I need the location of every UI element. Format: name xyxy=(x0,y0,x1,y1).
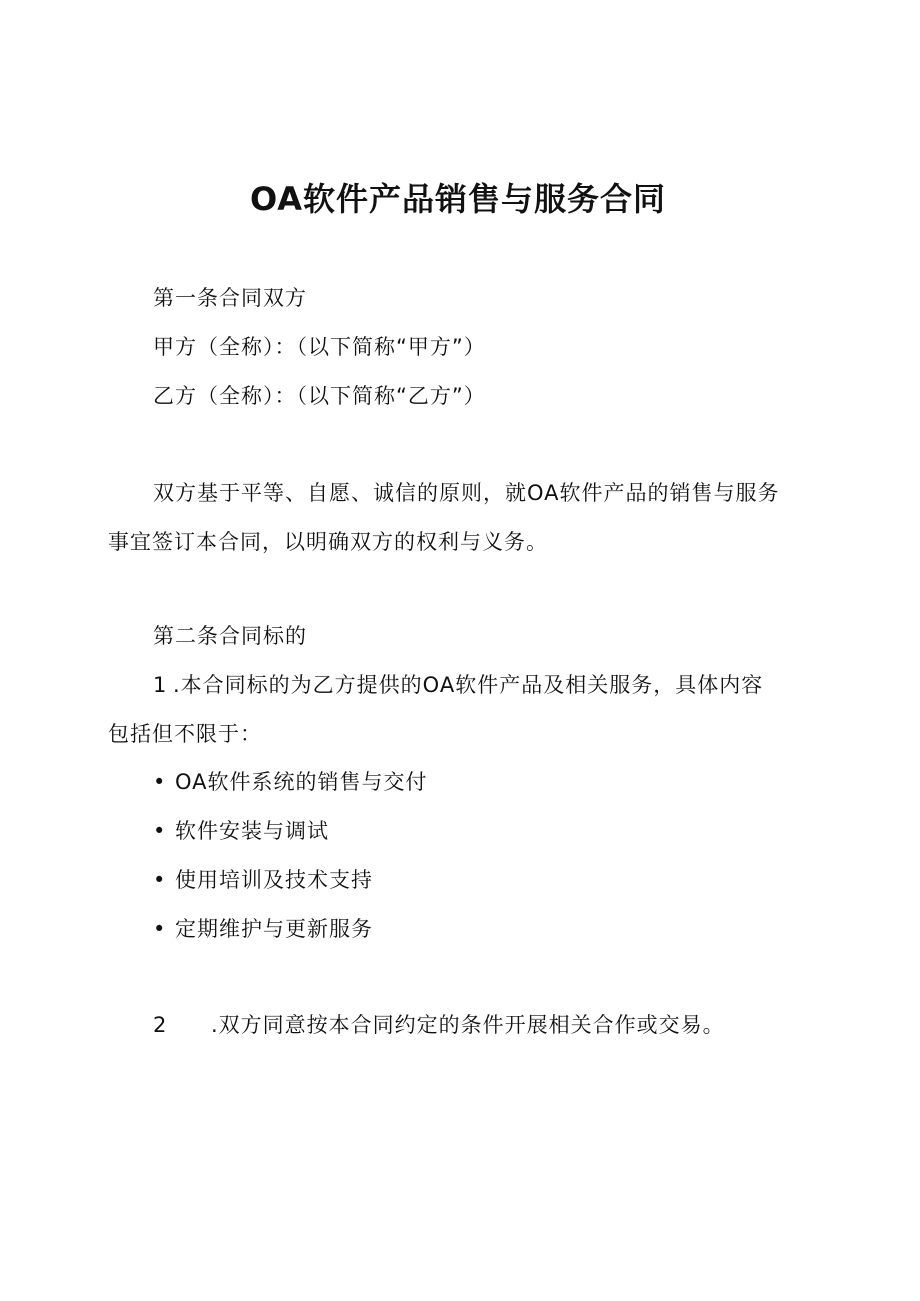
list-item xyxy=(153,865,373,895)
preamble-line-2: 事宜签订本合同，以明确双方的权利与义务。 xyxy=(108,530,548,554)
preamble-line-1: 双方基于平等、自愿、诚信的原则，就OA软件产品的销售与服务 xyxy=(153,481,780,505)
clause-1-number: 1 xyxy=(153,673,168,697)
list-item-text: 定期维护与更新服务 xyxy=(175,917,373,941)
article2-heading: 第二条合同标的 xyxy=(153,624,307,648)
list-item xyxy=(153,767,428,797)
clause-1-line-2: 包括但不限于： xyxy=(108,722,262,746)
party-a-line: 甲方（全称）：（以下简称“甲方”） xyxy=(153,335,486,359)
document-title: OA软件产品销售与服务合同 xyxy=(249,180,667,218)
bullet-icon: • xyxy=(153,868,167,892)
clause-2-line xyxy=(153,1010,725,1040)
list-item xyxy=(153,816,329,846)
clause-2-text: .双方同意按本合同约定的条件开展相关合作或交易。 xyxy=(211,1013,725,1037)
clause-1-line-1 xyxy=(153,670,763,700)
article1-heading: 第一条合同双方 xyxy=(153,286,307,310)
bullet-icon: • xyxy=(153,770,167,794)
clause-2-number: 2 xyxy=(153,1013,168,1037)
list-item xyxy=(153,914,373,944)
list-item-text: 软件安装与调试 xyxy=(175,819,329,843)
list-item-text: OA软件系统的销售与交付 xyxy=(175,770,428,794)
bullet-icon: • xyxy=(153,819,167,843)
party-b-line: 乙方（全称）：（以下简称“乙方”） xyxy=(153,384,486,408)
list-item-text: 使用培训及技术支持 xyxy=(175,868,373,892)
bullet-icon: • xyxy=(153,917,167,941)
clause-1-text: .本合同标的为乙方提供的OA软件产品及相关服务，具体内容 xyxy=(173,673,764,697)
